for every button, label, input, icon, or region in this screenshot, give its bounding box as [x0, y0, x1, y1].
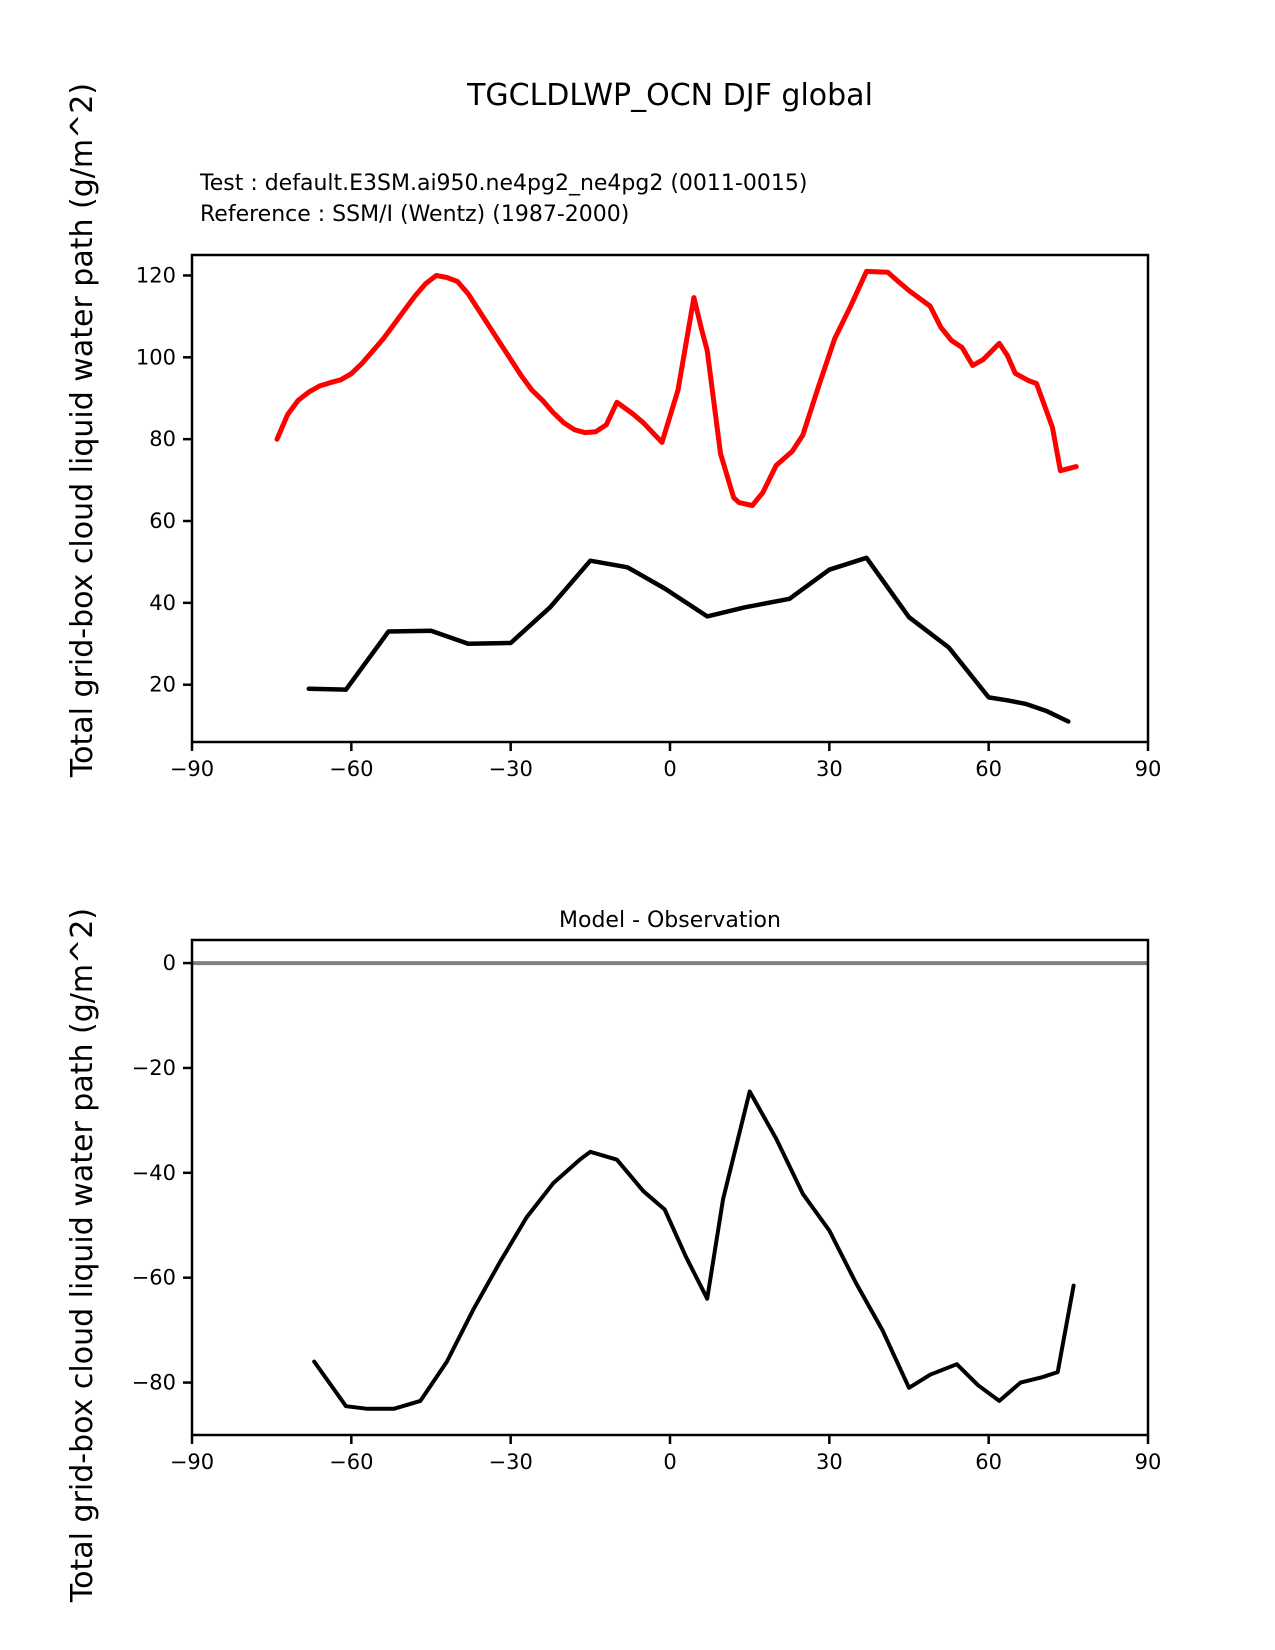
x-tick-label: 0	[663, 757, 677, 781]
y-tick-label: 60	[149, 509, 176, 534]
top-plot-area	[136, 255, 1161, 781]
y-tick-label: 0	[162, 951, 176, 976]
y-tick-label: −60	[131, 1265, 176, 1290]
x-tick-label: 60	[975, 757, 1003, 781]
y-tick-label: 80	[149, 427, 176, 452]
test-subtitle: Test : default.E3SM.ai950.ne4pg2_ne4pg2 (0011-0015)	[200, 171, 808, 196]
x-tick-label: −30	[488, 1450, 533, 1474]
x-tick-label: 90	[1134, 757, 1162, 781]
y-tick-label: −40	[131, 1160, 176, 1185]
series-line-test-model	[309, 558, 1069, 722]
x-tick-label: 30	[815, 757, 843, 781]
series-line-reference-ssm-i-wentz-	[277, 271, 1076, 505]
reference-subtitle: Reference : SSM/I (Wentz) (1987-2000)	[200, 202, 630, 227]
y-tick-label: 40	[149, 590, 176, 615]
y-axis-label-bottom: Total grid-box cloud liquid water path (g/m^2)	[65, 907, 100, 1603]
x-tick-label: −90	[169, 757, 215, 781]
x-tick-label: 30	[815, 1450, 843, 1474]
diff-plot-area	[132, 940, 1162, 1474]
y-tick-label: −80	[131, 1370, 176, 1395]
axes-frame	[192, 255, 1148, 742]
x-tick-label: −60	[329, 757, 374, 781]
x-tick-label: −60	[329, 1450, 374, 1474]
y-tick-label: −20	[131, 1055, 176, 1080]
x-tick-label: 60	[975, 1450, 1003, 1474]
x-tick-label: −90	[169, 1450, 215, 1474]
y-tick-label: 100	[135, 345, 176, 370]
diff-chart-title: Model - Observation	[559, 908, 781, 933]
y-tick-label: 20	[149, 672, 176, 697]
series-line-model-minus-observation	[314, 1092, 1073, 1409]
page-title: TGCLDLWP_OCN DJF global	[467, 78, 873, 113]
y-tick-label: 120	[135, 263, 176, 288]
x-tick-label: 0	[663, 1450, 677, 1474]
axes-frame	[192, 940, 1148, 1435]
y-axis-label-top: Total grid-box cloud liquid water path (g/m^2)	[65, 82, 100, 778]
x-tick-label: 90	[1134, 1450, 1162, 1474]
x-tick-label: −30	[488, 757, 533, 781]
